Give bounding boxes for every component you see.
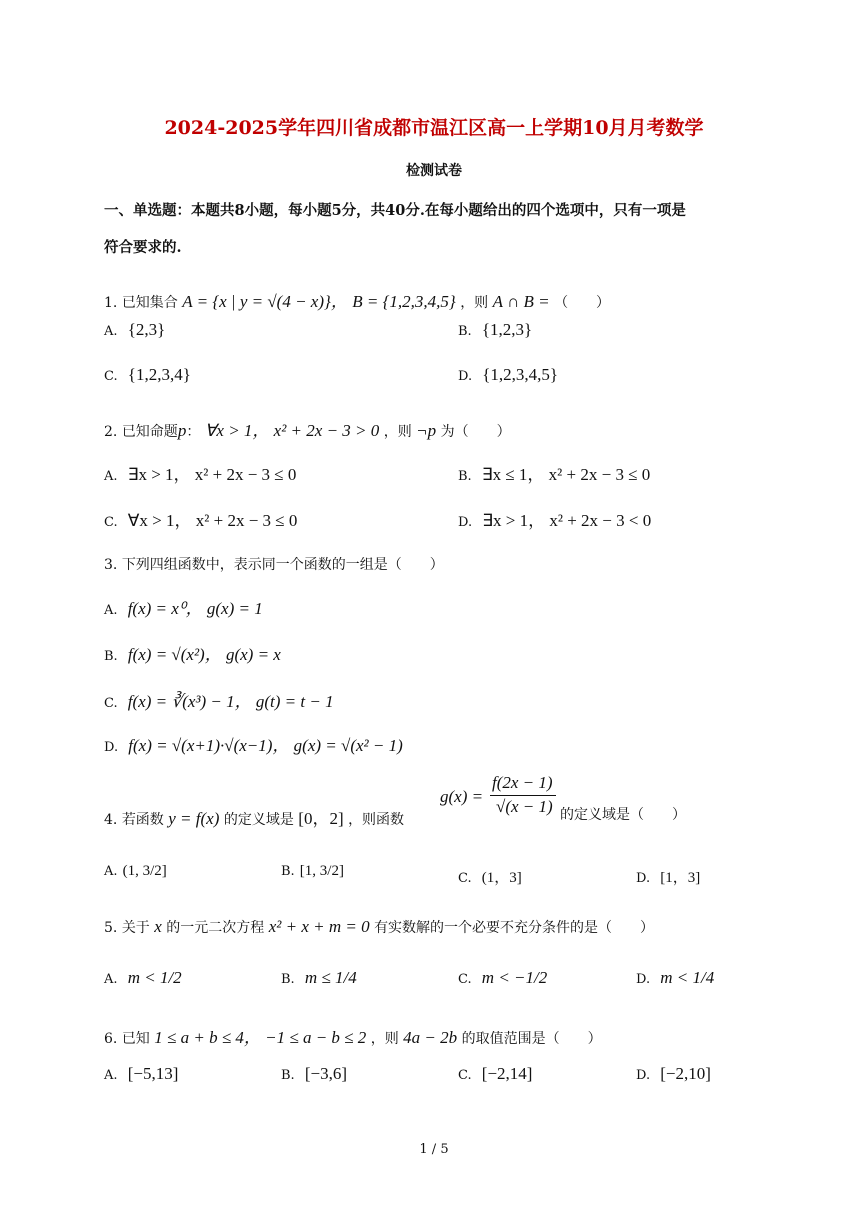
- question-stem: ，则: [370, 1031, 399, 1047]
- question-stem: ，则: [460, 295, 489, 311]
- option-6d: [636, 1064, 711, 1084]
- exam-subtitle: 检测试卷: [406, 163, 462, 179]
- option-label: D.: [458, 369, 473, 384]
- question-number: 2.: [104, 424, 118, 440]
- option-value: {1,2,3,4}: [127, 365, 191, 384]
- option-value: {1,2,3}: [481, 320, 533, 339]
- option-value: ∃x > 1， x² + 2x − 3 ≤ 0: [127, 465, 297, 484]
- math-expression: B = {1,2,3,4,5}: [352, 292, 456, 311]
- option-label: A.: [104, 469, 118, 484]
- question-stem: 若函数: [121, 812, 164, 828]
- question-number: 3.: [104, 557, 118, 573]
- option-3c: [104, 687, 334, 712]
- question-stem: 已知命题: [121, 424, 178, 440]
- option-3a: [104, 594, 263, 619]
- math-expression: 1 ≤ a + b ≤ 4， −1 ≤ a − b ≤ 2: [154, 1028, 367, 1047]
- question-stem: 有实数解的一个必要不充分条件的是（ ）: [374, 920, 655, 936]
- math-expression: x: [154, 917, 162, 936]
- option-value: m ≤ 1/4: [304, 968, 357, 987]
- option-value: [−5,13]: [127, 1064, 179, 1083]
- option-value: ∃x > 1， x² + 2x − 3 < 0: [482, 511, 652, 530]
- fraction-lhs: g(x) =: [440, 787, 484, 806]
- option-value: [1，3]: [660, 870, 701, 886]
- question-number: 5.: [104, 920, 118, 936]
- option-2d: [458, 506, 651, 531]
- option-label: B.: [281, 864, 295, 879]
- math-expression: p: [177, 421, 187, 440]
- option-value: (1，3]: [481, 870, 522, 886]
- option-label: C.: [458, 871, 472, 886]
- option-label: A.: [104, 324, 118, 339]
- math-expression: y = f(x): [168, 809, 220, 828]
- question-stem: 已知: [121, 1031, 150, 1047]
- option-4c: [458, 866, 522, 887]
- math-expression: ¬p: [416, 421, 437, 440]
- option-value: m < 1/2: [127, 968, 182, 987]
- option-label: C.: [104, 369, 118, 384]
- question-4: [104, 804, 404, 829]
- option-value: f(x) = x⁰， g(x) = 1: [127, 599, 263, 618]
- option-label: C.: [458, 972, 472, 987]
- option-1c: [104, 365, 191, 385]
- option-value: f(x) = √(x²)， g(x) = x: [127, 645, 281, 664]
- question-stem: 已知集合: [121, 295, 178, 311]
- option-label: A.: [104, 1068, 118, 1083]
- option-1a: [104, 320, 165, 340]
- option-4a: [104, 860, 167, 880]
- fraction-numerator: f(2x − 1): [492, 773, 553, 792]
- option-6a: [104, 1064, 178, 1084]
- option-3b: [104, 640, 281, 665]
- question-stem: 的一元二次方程: [166, 920, 265, 936]
- question-1: [104, 287, 610, 312]
- fraction-bar: [490, 795, 556, 796]
- option-label: D.: [636, 1068, 651, 1083]
- answer-blank: （ ）: [554, 295, 611, 311]
- option-5d: [636, 968, 714, 988]
- question-stem: ，则函数: [348, 812, 405, 828]
- option-value: m < −1/2: [481, 968, 548, 987]
- option-label: C.: [458, 1068, 472, 1083]
- question-2: [104, 416, 511, 441]
- option-1b: [458, 320, 532, 340]
- option-value: {2,3}: [127, 320, 166, 339]
- option-6c: [458, 1064, 532, 1084]
- math-expression: 4a − 2b: [403, 1028, 458, 1047]
- option-value: ∃x ≤ 1， x² + 2x − 3 ≤ 0: [481, 465, 651, 484]
- option-label: B.: [458, 324, 472, 339]
- option-value: [1, 3/2]: [299, 863, 344, 879]
- fraction-denominator: √(x − 1): [496, 797, 553, 816]
- answer-blank: 的定义域是（ ）: [560, 807, 686, 823]
- option-label: C.: [104, 515, 118, 530]
- option-3d: [104, 731, 403, 756]
- question-6: [104, 1023, 602, 1048]
- option-value: f(x) = ∛(x³) − 1， g(t) = t − 1: [127, 692, 334, 711]
- option-value: (1, 3/2]: [122, 863, 167, 879]
- option-label: A.: [104, 603, 118, 618]
- question-3: [104, 554, 444, 574]
- option-label: B.: [281, 1068, 295, 1083]
- question-stem: ，则: [383, 424, 412, 440]
- question-number: 6.: [104, 1031, 118, 1047]
- option-2b: [458, 460, 650, 485]
- option-label: D.: [636, 871, 651, 886]
- option-value: {1,2,3,4,5}: [482, 365, 559, 384]
- option-value: f(x) = √(x+1)·√(x−1)， g(x) = √(x² − 1): [128, 736, 403, 755]
- option-label: D.: [458, 515, 473, 530]
- math-expression: x² + x + m = 0: [268, 917, 370, 936]
- question-stem: 的取值范围是（ ）: [461, 1031, 602, 1047]
- math-expression: [0，2]: [298, 809, 344, 828]
- option-value: ∀x > 1， x² + 2x − 3 ≤ 0: [127, 511, 298, 530]
- math-expression: A = {x | y = √(4 − x)}，: [182, 292, 348, 311]
- section-heading-line2: 符合要求的.: [104, 239, 182, 256]
- option-2a: [104, 460, 296, 485]
- option-label: A.: [104, 864, 118, 879]
- option-label: B.: [458, 469, 472, 484]
- option-value: [−2,10]: [660, 1064, 711, 1083]
- option-5c: [458, 968, 547, 988]
- option-value: [−3,6]: [304, 1064, 348, 1083]
- option-4d: [636, 866, 700, 887]
- option-value: m < 1/4: [660, 968, 715, 987]
- math-expression: ∀x > 1， x² + 2x − 3 > 0: [204, 421, 380, 440]
- option-label: D.: [636, 972, 651, 987]
- question-stem: 关于: [121, 920, 150, 936]
- option-4b: [281, 860, 344, 880]
- math-expression: A ∩ B =: [492, 292, 550, 311]
- question-stem: 下列四组函数中，表示同一个函数的一组是（ ）: [121, 557, 444, 573]
- option-label: C.: [104, 696, 118, 711]
- option-value: [−2,14]: [481, 1064, 533, 1083]
- question-stem: ：: [186, 424, 201, 440]
- section-heading-line1: 一、单选题：本题共8小题，每小题5分，共40分.在每小题给出的四个选项中，只有一项是: [104, 202, 686, 219]
- question-4-tail: [560, 804, 686, 824]
- option-6b: [281, 1064, 347, 1084]
- option-label: B.: [104, 649, 118, 664]
- option-5b: [281, 968, 357, 988]
- answer-blank: 为（ ）: [440, 424, 511, 440]
- question-number: 1.: [104, 295, 118, 311]
- exam-title: 2024-2025学年四川省成都市温江区高一上学期10月月考数学: [164, 117, 704, 139]
- page-number: 1 / 5: [419, 1142, 449, 1157]
- option-label: B.: [281, 972, 295, 987]
- option-5a: [104, 968, 182, 988]
- option-1d: [458, 365, 558, 385]
- option-2c: [104, 506, 297, 531]
- option-label: A.: [104, 972, 118, 987]
- question-stem: 的定义域是: [223, 812, 294, 828]
- option-label: D.: [104, 740, 119, 755]
- question-number: 4.: [104, 812, 118, 828]
- question-5: [104, 917, 654, 937]
